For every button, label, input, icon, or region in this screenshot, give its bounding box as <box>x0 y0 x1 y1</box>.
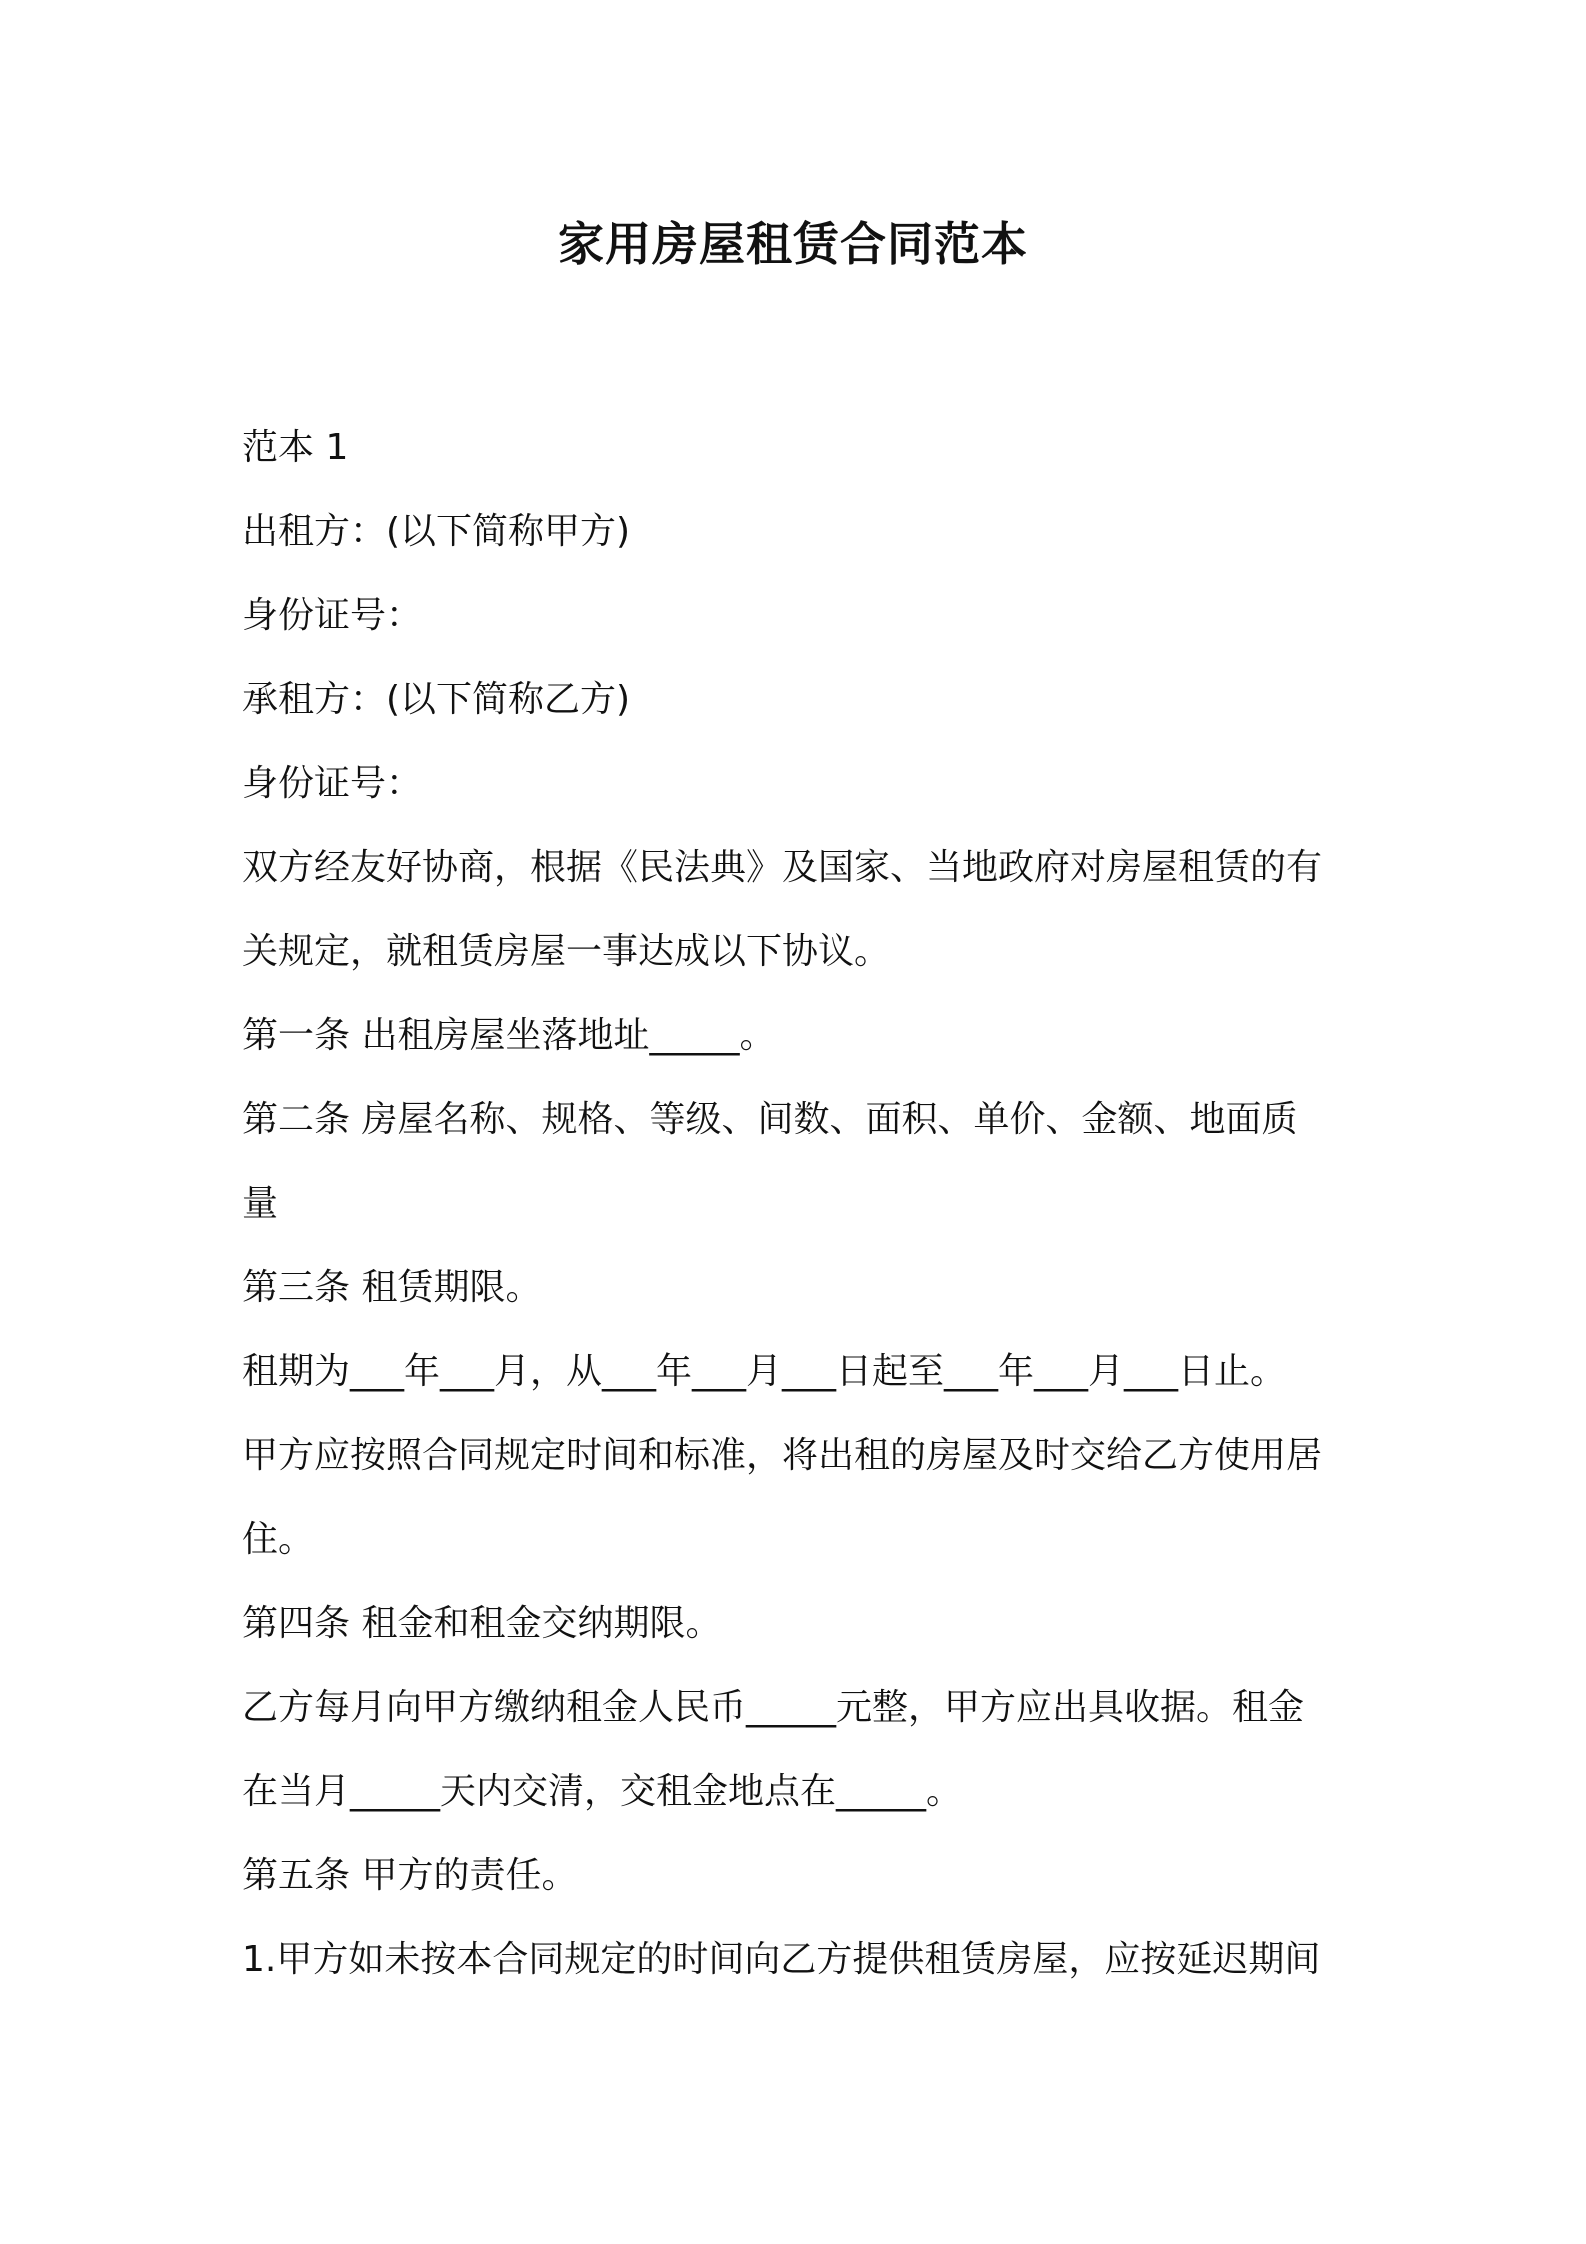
article-2-line-2: 量 <box>242 1183 279 1224</box>
article-4-line-2: 在当月_____天内交清，交租金地点在_____。 <box>242 1771 963 1812</box>
lessee-id-line: 身份证号： <box>242 763 423 804</box>
lessee-line: 承租方：(以下简称乙方) <box>242 679 631 720</box>
article-5-item-1: 1.甲方如未按本合同规定的时间向乙方提供租赁房屋，应按延迟期间 <box>242 1939 1321 1980</box>
document-title: 家用房屋租赁合同范本 <box>558 217 1028 271</box>
article-3-line-2: 住。 <box>242 1519 315 1560</box>
article-5-heading: 第五条 甲方的责任。 <box>242 1855 578 1896</box>
lease-term-line: 租期为___年___月，从___年___月___日起至___年___月___日止。 <box>242 1351 1287 1392</box>
preamble-line-1: 双方经友好协商，根据《民法典》及国家、当地政府对房屋租赁的有 <box>242 847 1323 888</box>
article-1: 第一条 出租房屋坐落地址_____。 <box>242 1015 776 1056</box>
article-4-line-1: 乙方每月向甲方缴纳租金人民币_____元整，甲方应出具收据。租金 <box>242 1687 1305 1728</box>
preamble-line-2: 关规定，就租赁房屋一事达成以下协议。 <box>242 931 891 972</box>
document-body <box>242 406 1372 2002</box>
article-3-line-1: 甲方应按照合同规定时间和标准，将出租的房屋及时交给乙方使用居 <box>242 1435 1323 1476</box>
sample-heading: 范本 1 <box>242 427 349 468</box>
article-3-heading: 第三条 租赁期限。 <box>242 1267 542 1308</box>
article-2-line-1: 第二条 房屋名称、规格、等级、间数、面积、单价、金额、地面质 <box>242 1099 1298 1140</box>
lessor-id-line: 身份证号： <box>242 595 423 636</box>
article-4-heading: 第四条 租金和租金交纳期限。 <box>242 1603 722 1644</box>
lessor-line: 出租方：(以下简称甲方) <box>242 511 631 552</box>
